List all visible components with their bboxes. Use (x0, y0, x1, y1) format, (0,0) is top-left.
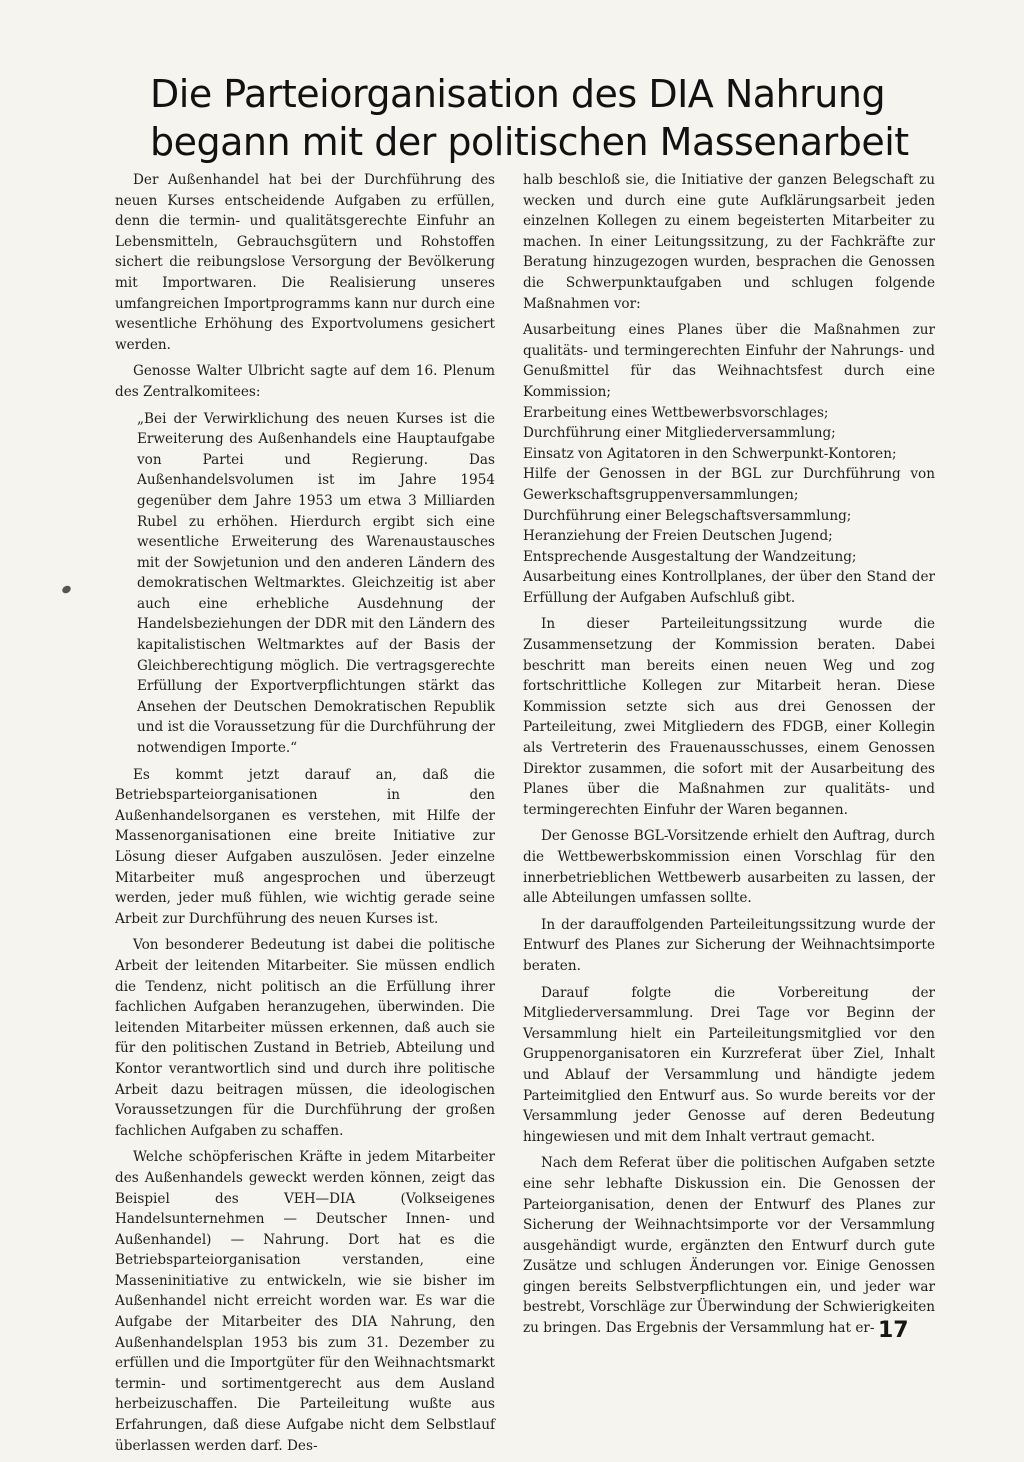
ink-smudge-mark (61, 584, 72, 595)
right-paragraph-3: Der Genosse BGL-Vorsitzende erhielt den Auftrag, durch die Wettbewerbskommission einen Vorschlag für den innerbetrieblichen Wettbewerb ausarbeiten zu lassen, der alle Abteilungen umfassen sollte. (523, 828, 935, 907)
left-paragraph-2: Genosse Walter Ulbricht sagte auf dem 16. Plenum des Zentralkomitees: (115, 363, 495, 400)
measures-list-item: Heranziehung der Freien Deutschen Jugend; (523, 528, 833, 545)
left-paragraph-1: Der Außenhandel hat bei der Durchführung des neuen Kurses entscheidende Aufgaben zu erfüllen, denn die termin- und qualitätsgerechte Einfuhr an Lebensmitteln, Gebrauchsgütern und Rohstoffen sichert die reibungslose Versorgung der Bevölkerung mit Importwaren. Die Realisierung unseres umfangreichen Importprogramms kann nur durch eine wesentliche Erhöhung des Exportvolumens gesichert werden. (115, 172, 495, 353)
measures-list-item: Ausarbeitung eines Kontrollplanes, der über den Stand der Erfüllung der Aufgaben Aufschluß gibt. (523, 569, 935, 606)
right-paragraph-4: In der darauffolgenden Parteileitungssitzung wurde der Entwurf des Planes zur Sicherung der Weihnachtsimporte beraten. (523, 916, 935, 974)
measures-list-item: Durchführung einer Mitgliederversammlung; (523, 425, 836, 442)
left-column (115, 170, 495, 1462)
page-number: 17 (878, 1318, 909, 1343)
measures-list-item: Ausarbeitung eines Planes über die Maßnahmen zur qualitäts- und termingerechten Einfuhr der Nahrungs- und Genußmittel für das Weihnachtsfest durch eine Kommission; (523, 322, 935, 400)
article-title (150, 70, 910, 166)
left-paragraph-4: Von besonderer Bedeutung ist dabei die politische Arbeit der leitenden Mitarbeiter. Sie müssen endlich die Tendenz, nicht politisch an die Erfüllung ihrer fachlichen Aufgaben heranzugehen, überwinden. Die leitenden Mitarbeiter müssen erkennen, daß auch sie für den politischen Zustand in Betrieb, Abteilung und Kontor verantwortlich sind und durch ihre politische Arbeit dazu beitragen müssen, die ideologischen Voraussetzungen für die Durchführung der großen fachlichen Aufgaben zu schaffen. (115, 937, 495, 1139)
article-title-line-1: Die Parteiorganisation des DIA Nahrung (150, 72, 886, 116)
ulbricht-quote (137, 409, 495, 759)
article-title-line-2: begann mit der politischen Massenarbeit (150, 120, 909, 164)
measures-list-item: Erarbeitung eines Wettbewerbsvorschlages; (523, 404, 829, 421)
left-paragraph-3: Es kommt jetzt darauf an, daß die Betriebsparteiorganisationen in den Außenhandelsorganen es verstehen, mit Hilfe der Massenorganisationen eine breite Initiative zur Lösung dieser Aufgaben auszulösen. Jeder einzelne Mitarbeiter muß angesprochen und überzeugt werden, jeder muß fühlen, wie wichtig gerade seine Arbeit zur Durchführung des neuen Kurses ist. (115, 766, 495, 927)
measures-list-item: Einsatz von Agitatoren in den Schwerpunkt-Kontoren; (523, 445, 897, 462)
measures-list-item: Durchführung einer Belegschaftsversammlung; (523, 507, 852, 524)
right-paragraph-6: Nach dem Referat über die politischen Aufgaben setzte eine sehr lebhafte Diskussion ein. Die Genossen der Parteiorganisation, denen der Entwurf des Planes zur Sicherung der Weihnachtsimporte vor der Versammlung ausgehändigt wurde, ergänzten den Entwurf durch gute Zusätze und schlugen Änderungen vor. Einige Genossen gingen bereits Selbstverpflichtungen ein, und jeder war bestrebt, Vorschläge zur Überwindung der Schwierigkeiten zu bringen. Das Ergebnis der Versammlung hat er- (523, 1155, 935, 1337)
measures-list (523, 320, 935, 608)
measures-list-item: Entsprechende Ausgestaltung der Wandzeitung; (523, 548, 857, 565)
right-paragraph-1: halb beschloß sie, die Initiative der ganzen Belegschaft zu wecken und durch eine gute Aufklärungsarbeit jeden einzelnen Kollegen zu einem begeisterten Mitarbeiter zu machen. In einer Leitungssitzung, zu der Fachkräfte zur Beratung hinzugezogen wurden, besprachen die Genossen die Schwerpunktaufgaben und schlugen folgende Maßnahmen vor: (523, 172, 935, 312)
left-paragraph-5: Welche schöpferischen Kräfte in jedem Mitarbeiter des Außenhandels geweckt werden können, zeigt das Beispiel des VEH—DIA (Volkseigenes Handelsunternehmen — Deutscher Innen- und Außenhandel) — Nahrung. Dort hat es die Betriebsparteiorganisation verstanden, eine Masseninitiative zu entwickeln, wie sie bisher im Außenhandel nicht erreicht worden war. Es war die Aufgabe der Mitarbeiter des DIA Nahrung, den Außenhandelsplan 1953 bis zum 31. Dezember zu erfüllen und die Importgüter für den Weihnachtsmarkt termin- und sortimentgerecht aus dem Ausland herbeizuschaffen. Die Parteileitung wußte aus Erfahrungen, daß diese Aufgabe nicht dem Selbstlauf überlassen werden darf. Des- (115, 1149, 495, 1454)
right-column (523, 170, 935, 1345)
ulbricht-quote-text: „Bei der Verwirklichung des neuen Kurses ist die Erweiterung des Außenhandels eine Hauptaufgabe von Partei und Regierung. Das Außenhandelsvolumen ist im Jahre 1954 gegenüber dem Jahre 1953 um etwa 3 Milliarden Rubel zu erhöhen. Hierdurch ergibt sich eine wesentliche Erweiterung des Warenaustausches mit der Sowjetunion und den anderen Ländern des demokratischen Weltmarktes. Gleichzeitig ist aber auch eine erhebliche Ausdehnung der Handelsbeziehungen der DDR mit den Ländern des kapitalistischen Weltmarktes auf der Basis der Gleichberechtigung möglich. Die vertragsgerechte Erfüllung der Exportverpflichtungen stärkt das Ansehen der Deutschen Demokratischen Republik und ist die Voraussetzung für die Durchführung der notwendigen Importe.“ (137, 410, 495, 757)
right-paragraph-5: Darauf folgte die Vorbereitung der Mitgliederversammlung. Drei Tage vor Beginn der Versammlung hielt ein Parteileitungsmitglied vor den Gruppenorganisatoren ein Kurzreferat über Ziel, Inhalt und Ablauf der Versammlung und händigte jedem Parteimitglied den Entwurf aus. So wurde bereits vor der Versammlung jeder Genosse auf deren Bedeutung hingewiesen und mit dem Inhalt vertraut gemacht. (523, 984, 935, 1145)
right-paragraph-2: In dieser Parteileitungssitzung wurde die Zusammensetzung der Kommission beraten. Dabei beschritt man bereits einen neuen Weg und zog fortschrittliche Kollegen zur Mitarbeit heran. Diese Kommission setzte sich aus drei Genossen der Parteileitung, zwei Mitgliedern des FDGB, einer Kollegin als Vertreterin des Frauenausschusses, einem Genossen Direktor zusammen, die sofort mit der Ausarbeitung des Planes über die Maßnahmen zur qualitäts- und termingerechten Einfuhr der Waren begannen. (523, 616, 935, 818)
measures-list-item: Hilfe der Genossen in der BGL zur Durchführung von Gewerkschaftsgruppenversammlungen; (523, 466, 935, 503)
